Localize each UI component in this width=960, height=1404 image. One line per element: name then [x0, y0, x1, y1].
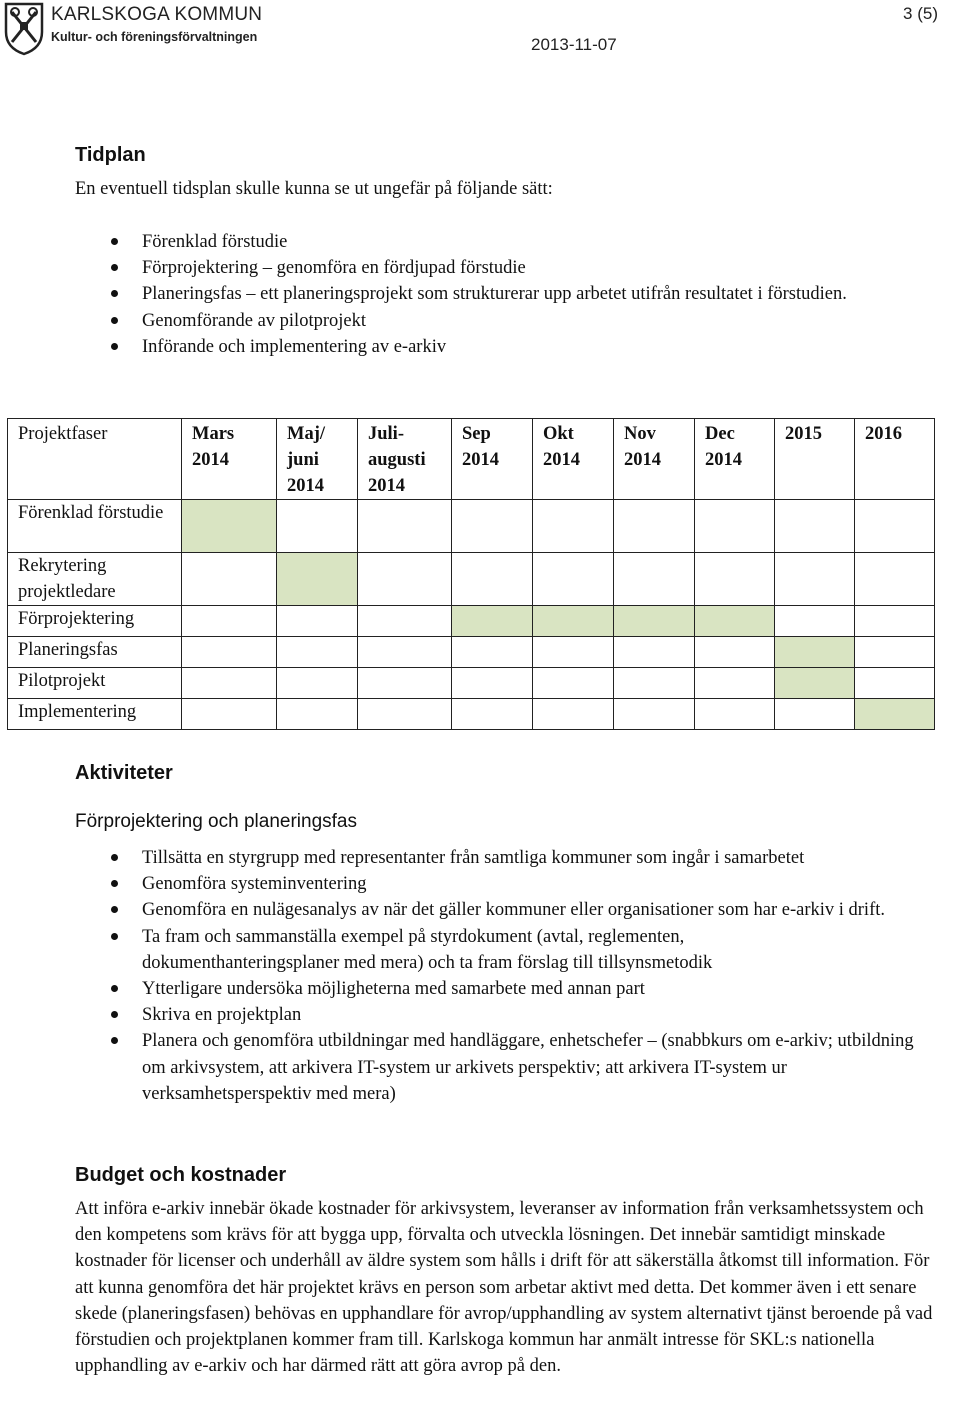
timeline-cell [775, 606, 855, 637]
phase-label: Implementering [8, 699, 182, 730]
timeline-cell [775, 500, 855, 553]
timeline-cell [533, 668, 614, 699]
phase-label: Förenklad förstudie [8, 500, 182, 553]
timeline-cell-active [614, 606, 695, 637]
table-row [8, 699, 935, 730]
phase-label: Rekrytering projektledare [8, 553, 182, 606]
tidplan-list [75, 229, 865, 360]
timeline-cell [358, 668, 452, 699]
timeline-cell [277, 637, 358, 668]
timeline-cell [358, 699, 452, 730]
list-item: Förenklad förstudie [75, 229, 865, 255]
timeline-cell [182, 637, 277, 668]
column-header: Nov 2014 [614, 419, 695, 500]
timeline-cell [533, 500, 614, 553]
column-header: Sep 2014 [452, 419, 533, 500]
timeline-cell [614, 553, 695, 606]
list-item: Skriva en projektplan [75, 1002, 960, 1028]
timeline-cell [277, 606, 358, 637]
list-item: Ytterligare undersöka möjligheterna med samarbete med annan part [75, 976, 960, 1002]
column-header: Mars 2014 [182, 419, 277, 500]
timeline-cell-active [182, 500, 277, 553]
list-item: Tillsätta en styrgrupp med representanter från samtliga kommuner som ingår i samarbetet [75, 845, 960, 871]
timeline-cell [614, 637, 695, 668]
timeline-cell-active [277, 553, 358, 606]
timeline-cell [182, 553, 277, 606]
column-header: 2015 [775, 419, 855, 500]
table-row [8, 553, 935, 606]
table-row [8, 668, 935, 699]
table-row [8, 606, 935, 637]
page-header [0, 0, 960, 60]
timeline-cell [358, 500, 452, 553]
timeline-cell [277, 699, 358, 730]
timeline-cell [695, 500, 775, 553]
timeline-cell-active [533, 606, 614, 637]
timeline-cell [452, 553, 533, 606]
timeline-cell [614, 699, 695, 730]
list-item: Genomföra systeminventering [75, 871, 960, 897]
tidplan-heading: Tidplan [75, 144, 146, 166]
timeline-cell [533, 699, 614, 730]
timeline-cell-active [775, 668, 855, 699]
timeline-cell [775, 699, 855, 730]
timeline-cell-active [695, 606, 775, 637]
timeline-cell [277, 500, 358, 553]
phase-label: Pilotprojekt [8, 668, 182, 699]
timeline-cell [614, 668, 695, 699]
timeline-cell [855, 668, 935, 699]
budget-heading: Budget och kostnader [75, 1164, 287, 1186]
list-item: Förprojektering – genomföra en fördjupad förstudie [75, 255, 865, 281]
timeline-cell [277, 668, 358, 699]
timeline-cell [695, 668, 775, 699]
timeline-cell [452, 699, 533, 730]
table-row [8, 500, 935, 553]
list-item: Införande och implementering av e-arkiv [75, 334, 865, 360]
page-number: 3 (5) [903, 4, 938, 23]
aktiviteter-subheading: Förprojektering och planeringsfas [75, 811, 357, 832]
karlskoga-logo-icon [4, 2, 44, 56]
timeline-cell [695, 637, 775, 668]
timeline-cell [358, 553, 452, 606]
list-item: Planera och genomföra utbildningar med handläggare, enhetschefer – (snabbkurs om e-arkiv; utbildning om arkivsystem, att arkivera IT-system ur arkivets perspektiv; att arkivera IT-system ur verksamhetsperspektiv med mera) [75, 1028, 960, 1107]
budget-paragraph: Att införa e-arkiv innebär ökade kostnader för arkivsystem, leveranser av information från verksamhetssystem och den kompetens som krävs för att bygga upp, förvalta och utveckla lösningen. Det innebär samtidigt minskade kostnader för licenser och underhåll av äldre system som hålls i drift för att säkerställa åtkomst till information. För att kunna genomföra det här projektet krävs en person som arbetar aktivt med detta. Det kommer även i ett senare skede (planeringsfasen) behövas en upphandlare för avrop/upphandling av system alternativt tjänst beroende på vad förstudien och projektplanen kommer fram till. Karlskoga kommun har anmält intresse för SKL:s nationella upphandling av e-arkiv och har därmed rätt att göra avrop på den. [75, 1199, 933, 1377]
timeline-cell [452, 637, 533, 668]
timeline-cell [855, 500, 935, 553]
timeline-cell [614, 500, 695, 553]
table-header-row [8, 419, 935, 500]
column-header: Okt 2014 [533, 419, 614, 500]
timeline-cell [358, 606, 452, 637]
aktiviteter-heading: Aktiviteter [75, 762, 173, 784]
timeline-cell-active [452, 606, 533, 637]
timeline-cell [182, 668, 277, 699]
timeline-cell [695, 699, 775, 730]
column-header-phases: Projektfaser [8, 419, 182, 500]
list-item: Ta fram och sammanställa exempel på styrdokument (avtal, reglementen, dokumenthanteringsplaner med mera) och ta fram förslag till tillsynsmetodik [75, 924, 960, 976]
aktiviteter-list [75, 845, 960, 1107]
column-header: Juli- augusti 2014 [358, 419, 452, 500]
timeline-cell [452, 500, 533, 553]
timeline-cell [695, 553, 775, 606]
timeline-cell [182, 606, 277, 637]
column-header: Maj/ juni 2014 [277, 419, 358, 500]
org-department: Kultur- och föreningsförvaltningen [51, 30, 258, 44]
timeline-cell [533, 553, 614, 606]
timeline-cell [533, 637, 614, 668]
timeline-cell [452, 668, 533, 699]
timeline-cell-active [855, 699, 935, 730]
timeline-cell [182, 699, 277, 730]
project-phase-table [7, 418, 935, 730]
timeline-cell-active [775, 637, 855, 668]
timeline-cell [855, 553, 935, 606]
document-date: 2013-11-07 [531, 35, 617, 54]
list-item: Genomförande av pilotprojekt [75, 308, 865, 334]
phase-label: Planeringsfas [8, 637, 182, 668]
column-header: Dec 2014 [695, 419, 775, 500]
list-item: Planeringsfas – ett planeringsprojekt som strukturerar upp arbetet utifrån resultatet i förstudien. [75, 281, 865, 307]
table-row [8, 637, 935, 668]
timeline-cell [855, 606, 935, 637]
list-item: Genomföra en nulägesanalys av när det gäller kommuner eller organisationer som har e-arkiv i drift. [75, 897, 960, 923]
phase-label: Förprojektering [8, 606, 182, 637]
tidplan-intro: En eventuell tidsplan skulle kunna se ut ungefär på följande sätt: [75, 179, 553, 199]
org-name: KARLSKOGA KOMMUN [51, 4, 263, 25]
timeline-cell [855, 637, 935, 668]
column-header: 2016 [855, 419, 935, 500]
timeline-cell [775, 553, 855, 606]
timeline-cell [358, 637, 452, 668]
